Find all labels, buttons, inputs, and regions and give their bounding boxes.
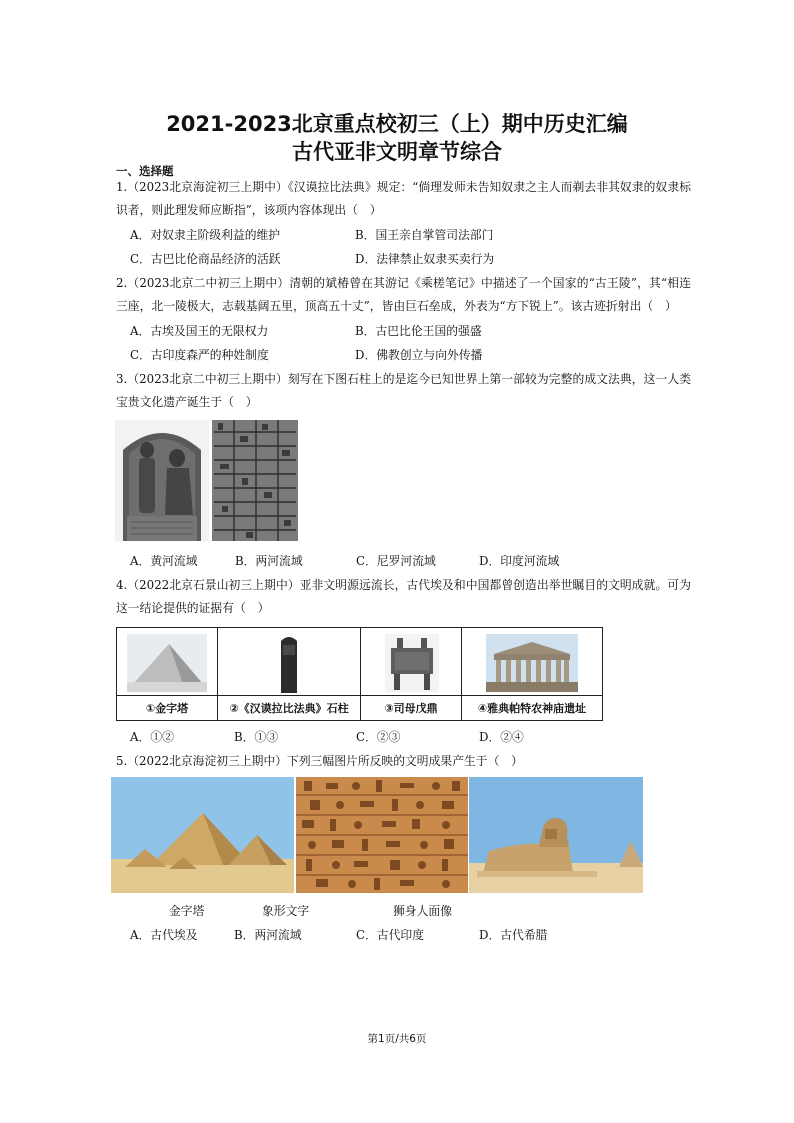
image-caption-hieroglyphs: 象形文字 [262, 904, 310, 918]
question-4-text: 4.（2022北京石景山初三上期中）亚非文明源远流长，古代埃及和中国都曾创造出举世瞩目的文明成就。可为这一结论提供的证据有（ ） [116, 578, 691, 615]
question-1-option-d: D．法律禁止奴隶买卖行为 [355, 252, 495, 266]
question-2-option-c: C．古印度森严的种姓制度 [130, 348, 269, 362]
question-3-option-d: D．印度河流域 [479, 554, 560, 568]
table-caption-pyramid: ①金字塔 [117, 695, 217, 720]
giza-pyramids-image [111, 777, 294, 893]
question-4-option-c: C．②③ [356, 730, 401, 744]
question-1-text: 1.（2023北京海淀初三上期中）《汉谟拉比法典》规定：“倘理发师未告知奴隶之主人而剃去非其奴隶的奴隶标识者，则此理发师应断指”，该项内容体现出（ ） [116, 180, 691, 217]
parthenon-photo [486, 634, 578, 692]
question-2-option-d: D．佛教创立与向外传播 [355, 348, 483, 362]
sphinx-image [469, 777, 643, 893]
question-1-option-a: A．对奴隶主阶级利益的维护 [130, 228, 281, 242]
question-5-option-b: B．两河流域 [234, 928, 302, 942]
question-3-text: 3.（2023北京二中初三上期中）刻写在下图石柱上的是迄今已知世界上第一部较为完整的成文法典，这一人类宝贵文化遗产诞生于（ ） [116, 372, 691, 409]
question-1-option-c: C．古巴比伦商品经济的活跃 [130, 252, 281, 266]
table-cell-parthenon [462, 628, 602, 720]
question-4-evidence-table [116, 627, 603, 721]
question-5-option-d: D．古代希腊 [479, 928, 548, 942]
pyramid-photo [127, 634, 207, 692]
question-3-option-a: A．黄河流域 [130, 554, 198, 568]
section-label: 一、选择题 [116, 164, 174, 178]
question-4-option-d: D．②④ [479, 730, 524, 744]
image-caption-sphinx: 狮身人面像 [393, 904, 452, 918]
table-caption-stele: ②《汉谟拉比法典》石柱 [218, 695, 360, 720]
table-cell-stele [218, 628, 361, 720]
question-5-text: 5.（2022北京海淀初三上期中）下列三幅图片所反映的文明成果产生于（ ） [116, 754, 523, 768]
question-3-option-c: C．尼罗河流域 [356, 554, 436, 568]
hammurabi-stele-relief-image [115, 420, 209, 541]
image-caption-pyramids: 金字塔 [169, 904, 205, 918]
table-caption-parthenon: ④雅典帕特农神庙遗址 [462, 695, 602, 720]
cuneiform-inscription-image [212, 420, 298, 541]
table-cell-pyramid [117, 628, 218, 720]
hammurabi-stele-photo [278, 633, 300, 693]
document-title-line1: 2021-2023北京重点校初三（上）期中历史汇编 [166, 112, 628, 136]
page-number-footer: 第1页/共6页 [367, 1033, 427, 1045]
question-1-option-b: B．国王亲自掌管司法部门 [355, 228, 494, 242]
question-5-option-c: C．古代印度 [356, 928, 425, 942]
question-4-option-b: B．①③ [234, 730, 279, 744]
question-4-option-a: A．①② [130, 730, 174, 744]
question-2-option-a: A．古埃及国王的无限权力 [130, 324, 269, 338]
document-title-line2: 古代亚非文明章节综合 [292, 140, 502, 164]
table-caption-ding: ③司母戊鼎 [361, 695, 461, 720]
question-2-text: 2.（2023北京二中初三上期中）清朝的斌椿曾在其游记《乘槎笔记》中描述了一个国家的“古王陵”，其“相连三座，北一陵极大，志载基阔五里，顶高五十丈”，皆由巨石垒成，外表为“方下锐上”。该古迹折射出（ ） [116, 276, 691, 313]
question-2-option-b: B．古巴比伦王国的强盛 [355, 324, 482, 338]
hieroglyphs-image [296, 777, 468, 893]
table-cell-ding [361, 628, 462, 720]
simuwu-ding-photo [385, 634, 439, 692]
question-3-option-b: B．两河流域 [235, 554, 303, 568]
question-5-option-a: A．古代埃及 [130, 928, 198, 942]
